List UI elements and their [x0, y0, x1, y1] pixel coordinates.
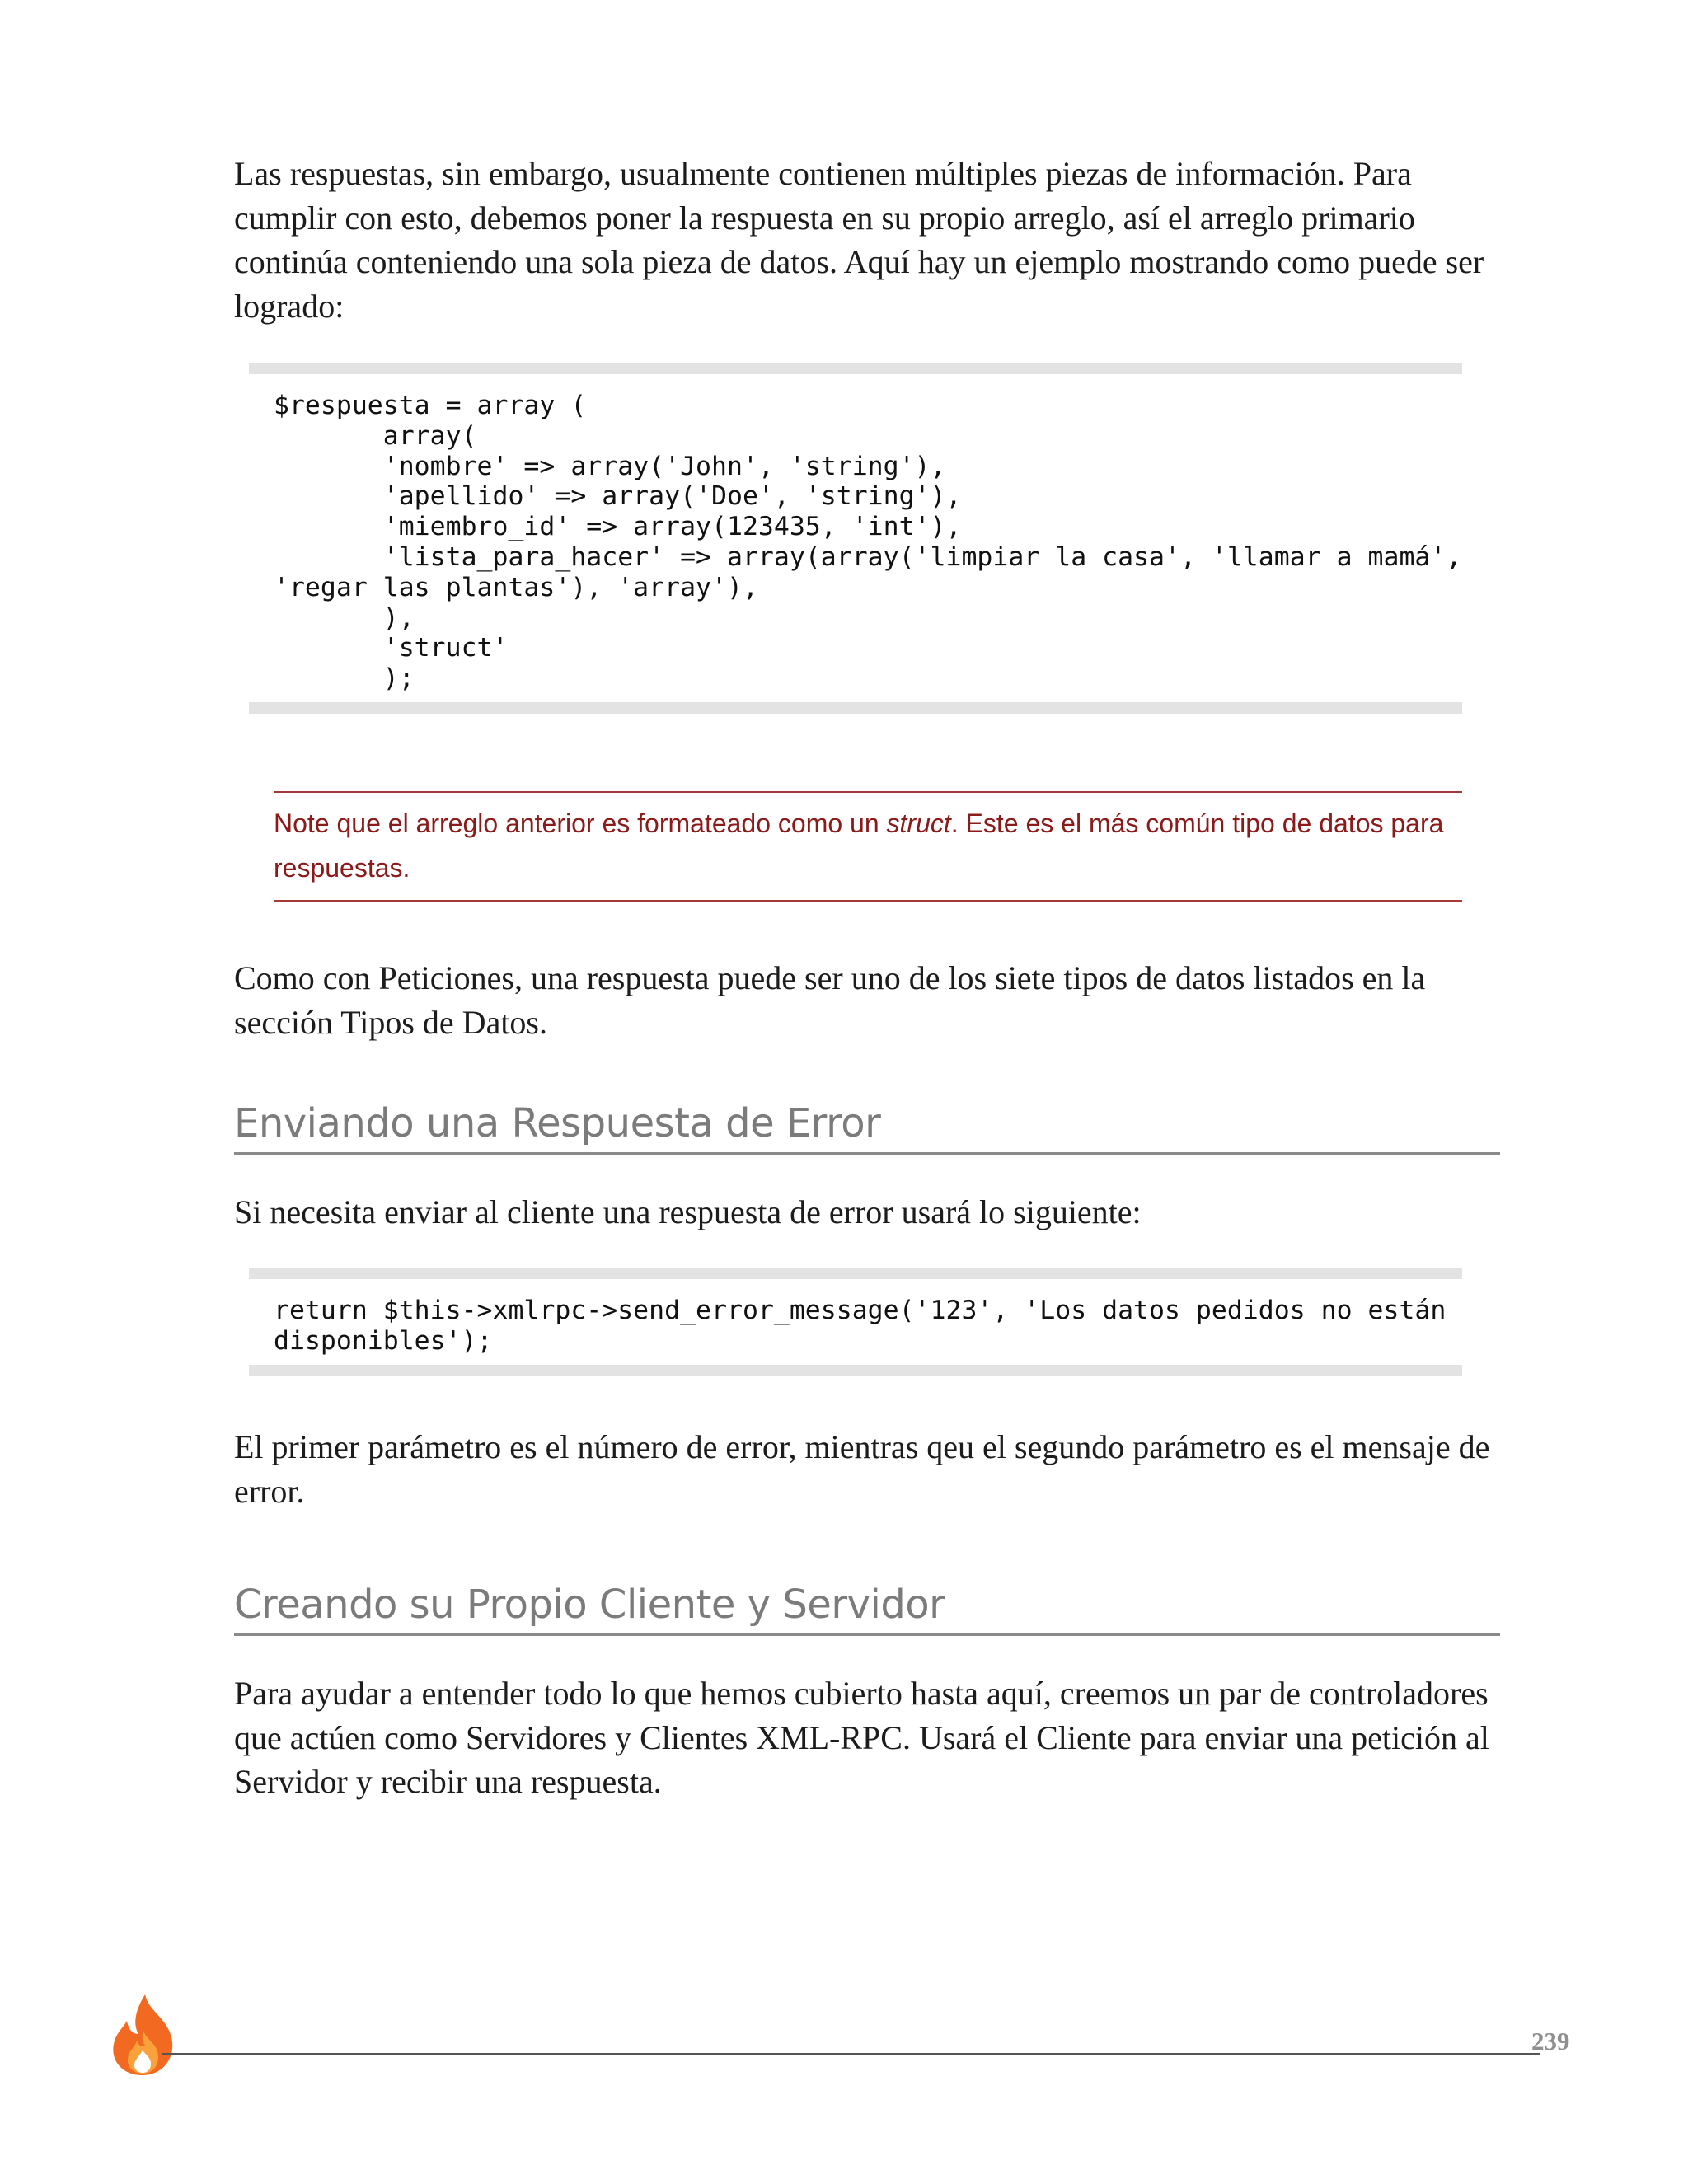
- note-emphasis-struct: struct: [886, 808, 951, 838]
- data-types-paragraph: Como con Peticiones, una respuesta puede ser uno de los siete tipos de datos listados en la sección Tipos de Datos.: [234, 959, 1426, 1041]
- heading-own-client-server: [234, 1579, 1500, 1636]
- page-number: 239: [1531, 2027, 1570, 2055]
- error-message-code: return $this->xmlrpc->send_error_message('123', 'Los datos pedidos no están disponibles');: [274, 1296, 1447, 1356]
- error-params-paragraph: El primer parámetro es el número de error, mientras qeu el segundo parámetro es el mensaje de error.: [234, 1428, 1490, 1510]
- intro-paragraph: Las respuestas, sin embargo, usualmente contienen múltiples piezas de información. Para cumplir con esto, debemos poner la respuesta en su propio arreglo, así el arreglo primario continúa conteniendo una sola pieza de datos. Aquí hay un ejemplo mostrando como puede ser logrado:: [234, 155, 1484, 325]
- heading-error-response: [234, 1098, 1500, 1155]
- client-server-paragraph: Para ayudar a entender todo lo que hemos cubierto hasta aquí, creemos un par de controladores que actúen como Servidores y Clientes XML-RPC. Usará el Cliente para enviar una petición al Servidor y recibir una respuesta.: [234, 1675, 1489, 1800]
- struct-note: [274, 791, 1462, 902]
- note-text-after: . Este es el más común tipo de datos para respuestas.: [274, 808, 1444, 883]
- heading-own-client-server-text: Creando su Propio Cliente y Servidor: [234, 1582, 945, 1628]
- error-message-code-block: [249, 1268, 1462, 1376]
- footer-rule: [162, 2053, 1540, 2055]
- struct-note-text: [274, 801, 1462, 890]
- note-text-before: Note que el arreglo anterior es formateado como un: [274, 808, 887, 838]
- error-intro-paragraph: Si necesita enviar al cliente una respuesta de error usará lo siguiente:: [234, 1193, 1142, 1230]
- heading-error-response-text: Enviando una Respuesta de Error: [234, 1100, 881, 1146]
- response-array-code: $respuesta = array ( array( 'nombre' => array('John', 'string'), 'apellido' => array('Doe', 'string'), 'miembro_id' => array(123435, 'int'), 'lista_para_hacer' => array(array('limpiar la casa', 'llamar a mamá', 'regar las plantas'), 'array'), ), 'struct' );: [274, 391, 1462, 694]
- response-array-code-block: [249, 363, 1462, 714]
- flame-logo-icon: [106, 1993, 180, 2079]
